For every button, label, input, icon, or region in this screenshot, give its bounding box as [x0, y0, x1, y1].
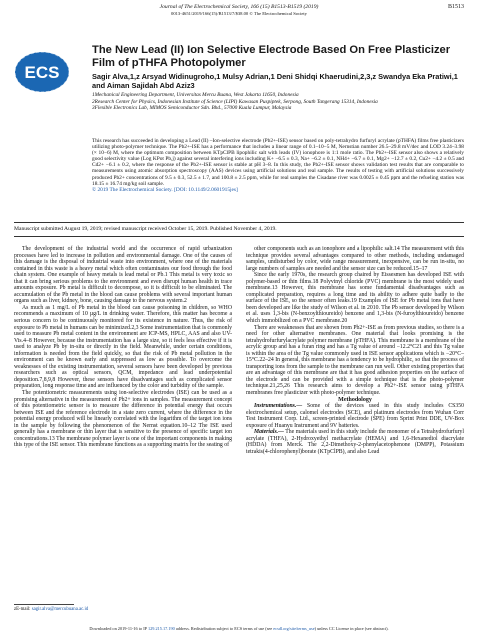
materials-paragraph: [246, 429, 464, 455]
download-prefix: Downloaded on 2019-11-16 to IP: [89, 626, 147, 631]
download-suffix: ) unless CC License in place (see abstract).: [314, 626, 389, 631]
abstract: [92, 138, 464, 193]
paragraph: There are weaknesses that are shown from Pb2+-ISE as from previous studies, so there is a need for other alternative membranes. One material that looks promising is the tetrahydrofurfurylacrylate polymer membrane (pTHFA). This membrane is a membrane of the acrylic group and has a furan ring and has a Tg value of around −12.2°C21 and this Tg value is within the area of the Tg value commonly used in ISE sensor applications which is −20°C–15°C.22–24 In general, this membrane has a tendency to be hydrophilic, so that the process of transporting ions from the sample to the membrane can run well. Other existing properties that are an advantage of this membrane are that it has good adhesion properties on the surface of the electrode and can be provided with a simple technique that is the photo-polymer technique.21,25,26 This research aims to develop a Pb2+-ISE sensor using pTHFA membranes free plasticizer with photo-polymer technique.: [246, 324, 464, 397]
logo-text: ECS: [24, 63, 60, 82]
paragraph: The development of the industrial world and the occurrence of rapid urbanization processes have led to increase in pollution and environmental damage. One of the causes of this damage is the disposal of industrial waste into environment, where one of the materials contained in this waste is a heavy metal which often contaminates our food through the food chain system. One example of heavy metals is lead metal or Pb.1 This metal is very toxic so that it can bring serious problems to the environment and even disrupt human health in trace amounts exposure. Pb metal is difficult to decompose, so it is difficult to be eliminated. The accumulation of the Pb metal in the blood can cause problems with several important human organs such as liver, kidney, bone, causing damage to the nervous system.2: [14, 246, 232, 305]
author-list: Sagir Alva,1,z Arsyad Widinugroho,1 Mulsy Adrian,1 Deni Shidqi Khaerudini,2,3,z Swandya Eka Pratiwi,1 and Aiman Sajidah Abd Aziz3: [92, 72, 458, 91]
affiliation-3: 3Flexible Electronics Lab, MIMOS Semiconductor Sdn. Bhd., 57000 Kuala Lumpur, Malaysia: [92, 105, 292, 111]
instruments-run-head: Instrumentations.—: [254, 403, 303, 410]
terms-link[interactable]: ecsdl.org/site/terms_use: [273, 626, 315, 631]
instruments-paragraph: [246, 403, 464, 429]
paragraph: other components such as an ionophore and a lipophilic salt.14 The measurement with this technique provides several advantages compared to other methods, including undamaged samples, undisturbed by color, wide range measurement, inexpensive, can be run in-situ, no large numbers of samples are needed and the sensor size can be reduced.15–17: [246, 246, 464, 272]
paragraph: Since the early 1970s, the research group chaired by Eissesmen has developed ISE with polymer-based or thin films.18 Polyvinyl chloride (PVC) membrane is the most widely used membrane.13 However, this membrane has some fundamental disadvantages such as complicated preparation, requires a long time and its ability to adhere quite badly to the surface of the ISE, so the sensor often leaks.19 Examples of ISE for Pb metal ions that have been developed are like the study of Wilson et al. in 2010. The Pb sensor developed by Wilson et al. uses 1,3-bis (N-benzoylthioureido) benzene and 1,3-bis (N-furoylthioureido) benzene which immobilized on a PVC membrane.20: [246, 272, 464, 325]
download-notice: [0, 626, 478, 631]
abstract-text: This research has succeeded in developing a Lead (II) –Ion-selective electrode (Pb2+-ISE) sensor based on poly-tetrahydro furfuryl acrylate (pTHFA) films free plasticizers utilizing photo-polymer technique. The Pb2+-ISE has a performance that includes a linear range of 0.1–10−5 M, Nernstian number 26.5–29.8 mV/dec and LOD 3.24–3.98 (× 10−6) M, where the optimum composition between KTpClPB lipophilic salt with leads (IV) ionophore is 1:1 mole ratio. The Pb2+-ISE sensor also shows a relatively good selectivity value (Log KPot Pb,j) against several interfering ions including K+ −6.5 ± 0.3, Na+ −6.2 ± 0.1, NH4+ −6.7 ± 0.1, Mg2+ −12.7 ± 0.2, Cu2+ −4.2 ± 0.5 and Cd2+ −6.1 ± 0.2, where the response of the Pb2+-ISE sensor is stable at pH 3–8. In this study, the Pb2+-ISE sensor shows validation test results that are comparable to measurements using atomic absorption spectroscopy (AAS) devices using artificial solutions and real sample. The results of testing with artificial solutions successively produced Pb2+ concentrations of 9.5 ± 0.3, 52.5 ± 1.7, and 100.8 ± 2.5 ppm, while for real samples the Cisadane river was 0.0025 ± 0.45 ppm and the refueling station was 18.15 ± 16.74 mg/kg soil sample.: [92, 138, 464, 187]
methodology-heading: Methodology: [338, 396, 372, 403]
divider-bottom: [14, 236, 464, 237]
footnote-divider: [14, 604, 74, 605]
journal-citation: Journal of The Electrochemical Society, 166 (15) B1513-B1519 (2019): [159, 4, 319, 10]
left-column: [14, 246, 232, 449]
paragraph: The potentiometric measurements using ion-selective electrodes (ISE) can be used as a promising alternative in the measurement of Pb2+ ions in samples. The measurement concept of this potentiometric sensor is to measure the difference in potential energy that occurs between ISE and the reference electrode in a state zero current, where the difference in the potential energy produced will be linearly correlated with the logarithm of the target ion ions in the sample by following the phenomenon of the Nernst equation.10–12 The ISE used generally has a membrane or thin layer that is sensitive to the presence of specific target ion concentrations.13 The membrane polymer layer is one of the important components in making this type of the ISE sensor. This membrane functions as a supporting matrix for the seating of: [14, 390, 232, 449]
download-mid: address. Redistribution subject to ECS terms of use (see: [175, 626, 273, 631]
affiliation-2: 2Research Center for Physics, Indonesian Institute of Science (LIPI) Kawasan Puspiptek, Serpong, South Tangerang 15314, Indonesia: [92, 98, 378, 105]
instruments-text: Some of the devices used in this study includes CS350 electrochemical setup, calomel electrodes (SCE), and platinum electrodes from Wuhan Corr Test Instrument Corp. Ltd., screen-printed electrode (SPE) from Sprint Print DDE, UV-Box exposure of Huanyu Instrument and 9V batteries.: [246, 403, 464, 429]
page-number: B1513: [447, 4, 464, 10]
divider-top: [14, 222, 464, 223]
copyright-doi[interactable]: © 2019 The Electrochemical Society. [DOI: 10.1149/2.0601915jes]: [92, 186, 238, 193]
materials-text: The materials used in this study include the monomer of a Tetrahydrofurfuryl acrylate (THFA), 2-Hydroxyethyl methacrylate (HEMA) and 1,6-Hexanediol diacrylate (HDDA) from Merck. The 2,2-Dimethoxy-2-phenylacetophenone (DMPP), Potassium tetrakis(4-chlorophenyl)borate (KTpClPB), and also Lead: [246, 429, 464, 455]
received-dates: Manuscript submitted August 19, 2019; revised manuscript received October 15, 2019. Published November 4, 2019.: [14, 226, 277, 232]
footnote-label: zE-mail:: [14, 607, 31, 612]
email-link[interactable]: sagir.alva@mercubuana.ac.id: [31, 607, 89, 612]
download-ip: 129.215.17.190: [147, 626, 175, 631]
journal-doi-line: 0013-4651/2019/166(15)/B1513/7/$38.00 © The Electrochemical Society: [171, 11, 307, 16]
paper-title: The New Lead (II) Ion Selective Electrode Based On Free Plasticizer Film of pTHFA Photopolymer: [92, 44, 451, 69]
ecs-logo-icon: [14, 50, 70, 94]
affiliations: [92, 92, 464, 112]
affiliation-1: 1Mechanical Engineering Department, Universitas Mercu Buana, West Jakarta 11650, Indonesia: [92, 92, 299, 98]
materials-run-head: Materials.—: [254, 429, 284, 436]
right-column: [246, 246, 464, 456]
footnote: [14, 607, 88, 612]
paragraph: As much as 1 mg/L of Pb metal in the blood can cause poisoning in children, so WHO recommends a maximum of 10 µg/L in drinking water. Therefore, this matter has become a serious concern to be continuously monitored for its existence in nature. Thus, the risk of exposure to Pb metal in humans can be minimized.2,3 Some instrumentation that is commonly used to measure Pb metal content in the environment are ICP-MS, HPLC, AAS and also UV-Vis.4–8 However, because the instrumentation has a large size, so it feels less effective if it is used to analyze Pb by in-situ or directly in the field. Meanwhile, under certain conditions, information is needed from the field quickly, so that the risk of Pb metal pollution in the environment can be known early and suppressed as low as possible. To overcome the weaknesses of the existing instrumentation, several sensors have been developed by previous researchers such as optical sensors, QCM, impedance and lead underpotential deposition.7,8,9,8 However, these sensors have disadvantages such as complicated sensor preparation, long response time and are influenced by the color and turbidity of the sample.: [14, 304, 232, 390]
